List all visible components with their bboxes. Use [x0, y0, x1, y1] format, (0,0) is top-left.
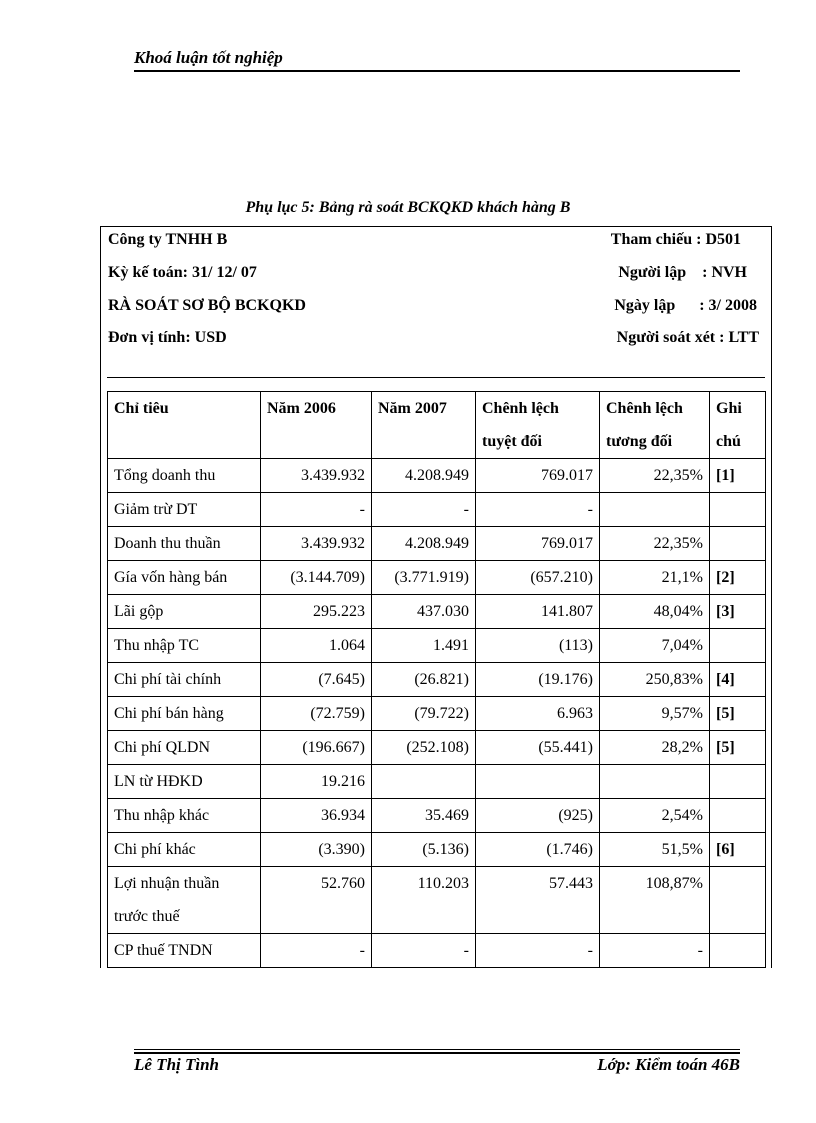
cell-abs-diff: (925): [476, 799, 600, 833]
cell-note: [710, 765, 766, 799]
cell-2006: 52.760: [261, 867, 372, 934]
cell-item: Chi phí bán hàng: [108, 697, 261, 731]
cell-2006: -: [261, 934, 372, 968]
table-row: [108, 697, 766, 731]
cell-abs-diff: (55.441): [476, 731, 600, 765]
cell-2007: 437.030: [372, 595, 476, 629]
cell-2007: -: [372, 934, 476, 968]
footer-rule-bottom: [134, 1052, 740, 1054]
company-name: Công ty TNHH B: [108, 231, 228, 248]
cell-abs-diff: (19.176): [476, 663, 600, 697]
table-row: [108, 731, 766, 765]
review-sheet: [100, 226, 772, 968]
cell-note: [5]: [710, 697, 766, 731]
section-title: RÀ SOÁT SƠ BỘ BCKQKD: [108, 297, 306, 314]
footer-class: Lớp: Kiểm toán 46B: [597, 1055, 740, 1074]
currency-unit: Đơn vị tính: USD: [108, 329, 227, 346]
table-row: [108, 765, 766, 799]
cell-2006: (7.645): [261, 663, 372, 697]
cell-rel-diff: 7,04%: [600, 629, 710, 663]
header-rule: [134, 70, 740, 72]
cell-2006: (72.759): [261, 697, 372, 731]
cell-2007: 4.208.949: [372, 527, 476, 561]
cell-abs-diff: 6.963: [476, 697, 600, 731]
col-header-item: Chỉ tiêu: [108, 392, 261, 459]
income-review-table: [107, 391, 766, 968]
cell-2007: (79.722): [372, 697, 476, 731]
preparer: Người lập : NVH: [618, 264, 747, 281]
table-row: [108, 867, 766, 934]
cell-2007: (3.771.919): [372, 561, 476, 595]
cell-item: Chi phí khác: [108, 833, 261, 867]
cell-note: [710, 527, 766, 561]
col-header-rel-diff: Chênh lệch tương đối: [600, 392, 710, 459]
cell-2007: (26.821): [372, 663, 476, 697]
cell-rel-diff: 9,57%: [600, 697, 710, 731]
cell-abs-diff: 57.443: [476, 867, 600, 934]
cell-abs-diff: 141.807: [476, 595, 600, 629]
cell-abs-diff: -: [476, 934, 600, 968]
cell-2007: (5.136): [372, 833, 476, 867]
page-header-title: Khoá luận tốt nghiệp: [134, 48, 283, 67]
cell-item: Gía vốn hàng bán: [108, 561, 261, 595]
cell-item: CP thuế TNDN: [108, 934, 261, 968]
cell-note: [710, 867, 766, 934]
cell-abs-diff: (113): [476, 629, 600, 663]
cell-rel-diff: 2,54%: [600, 799, 710, 833]
cell-item: Tổng doanh thu: [108, 459, 261, 493]
cell-2007: -: [372, 493, 476, 527]
table-row: [108, 934, 766, 968]
table-caption: Phụ lục 5: Bảng rà soát BCKQKD khách hàng B: [245, 199, 571, 216]
cell-2007: [372, 765, 476, 799]
table-header-row: [108, 392, 766, 459]
cell-2006: 19.216: [261, 765, 372, 799]
cell-abs-diff: [476, 765, 600, 799]
cell-2006: 36.934: [261, 799, 372, 833]
accounting-period: Kỳ kế toán: 31/ 12/ 07: [108, 264, 257, 281]
col-header-2007: Năm 2007: [372, 392, 476, 459]
cell-2007: (252.108): [372, 731, 476, 765]
table-row: [108, 833, 766, 867]
table-row: [108, 629, 766, 663]
cell-rel-diff: 22,35%: [600, 459, 710, 493]
cell-2007: 35.469: [372, 799, 476, 833]
cell-rel-diff: [600, 765, 710, 799]
table-row: [108, 799, 766, 833]
cell-2006: (196.667): [261, 731, 372, 765]
cell-note: [710, 799, 766, 833]
cell-abs-diff: 769.017: [476, 459, 600, 493]
cell-abs-diff: (1.746): [476, 833, 600, 867]
cell-note: [4]: [710, 663, 766, 697]
cell-2007: 4.208.949: [372, 459, 476, 493]
cell-rel-diff: 51,5%: [600, 833, 710, 867]
cell-item: Lãi gộp: [108, 595, 261, 629]
cell-2006: 295.223: [261, 595, 372, 629]
cell-note: [3]: [710, 595, 766, 629]
cell-2006: (3.144.709): [261, 561, 372, 595]
table-row: [108, 459, 766, 493]
cell-item: Thu nhập khác: [108, 799, 261, 833]
col-header-note: Ghi chú: [710, 392, 766, 459]
cell-2006: 3.439.932: [261, 459, 372, 493]
cell-note: [2]: [710, 561, 766, 595]
cell-note: [5]: [710, 731, 766, 765]
cell-2006: -: [261, 493, 372, 527]
cell-rel-diff: 108,87%: [600, 867, 710, 934]
cell-rel-diff: 21,1%: [600, 561, 710, 595]
cell-rel-diff: 22,35%: [600, 527, 710, 561]
cell-abs-diff: (657.210): [476, 561, 600, 595]
cell-item: LN từ HĐKD: [108, 765, 261, 799]
cell-2007: 1.491: [372, 629, 476, 663]
table-row: [108, 663, 766, 697]
cell-rel-diff: 28,2%: [600, 731, 710, 765]
cell-rel-diff: 48,04%: [600, 595, 710, 629]
cell-2006: 3.439.932: [261, 527, 372, 561]
footer-rule-top: [134, 1049, 740, 1050]
cell-item: Chi phí tài chính: [108, 663, 261, 697]
table-row: [108, 493, 766, 527]
cell-note: [710, 934, 766, 968]
table-row: [108, 561, 766, 595]
cell-rel-diff: 250,83%: [600, 663, 710, 697]
cell-note: [710, 629, 766, 663]
info-divider: [107, 377, 765, 378]
cell-rel-diff: -: [600, 934, 710, 968]
cell-2006: (3.390): [261, 833, 372, 867]
cell-rel-diff: [600, 493, 710, 527]
reviewer: Người soát xét : LTT: [616, 329, 759, 346]
cell-item: Thu nhập TC: [108, 629, 261, 663]
cell-note: [1]: [710, 459, 766, 493]
cell-note: [6]: [710, 833, 766, 867]
table-row: [108, 595, 766, 629]
cell-item: Giảm trừ DT: [108, 493, 261, 527]
cell-abs-diff: 769.017: [476, 527, 600, 561]
reference-code: Tham chiếu : D501: [610, 231, 741, 248]
table-row: [108, 527, 766, 561]
cell-item: Chi phí QLDN: [108, 731, 261, 765]
cell-note: [710, 493, 766, 527]
col-header-abs-diff: Chênh lệch tuyệt đối: [476, 392, 600, 459]
cell-2006: 1.064: [261, 629, 372, 663]
footer-author: Lê Thị Tình: [134, 1055, 220, 1074]
col-header-2006: Năm 2006: [261, 392, 372, 459]
cell-item: Doanh thu thuần: [108, 527, 261, 561]
cell-2007: 110.203: [372, 867, 476, 934]
cell-item: Lợi nhuận thuần trước thuế: [108, 867, 261, 934]
prepared-date: Ngày lập : 3/ 2008: [614, 297, 757, 314]
cell-abs-diff: -: [476, 493, 600, 527]
